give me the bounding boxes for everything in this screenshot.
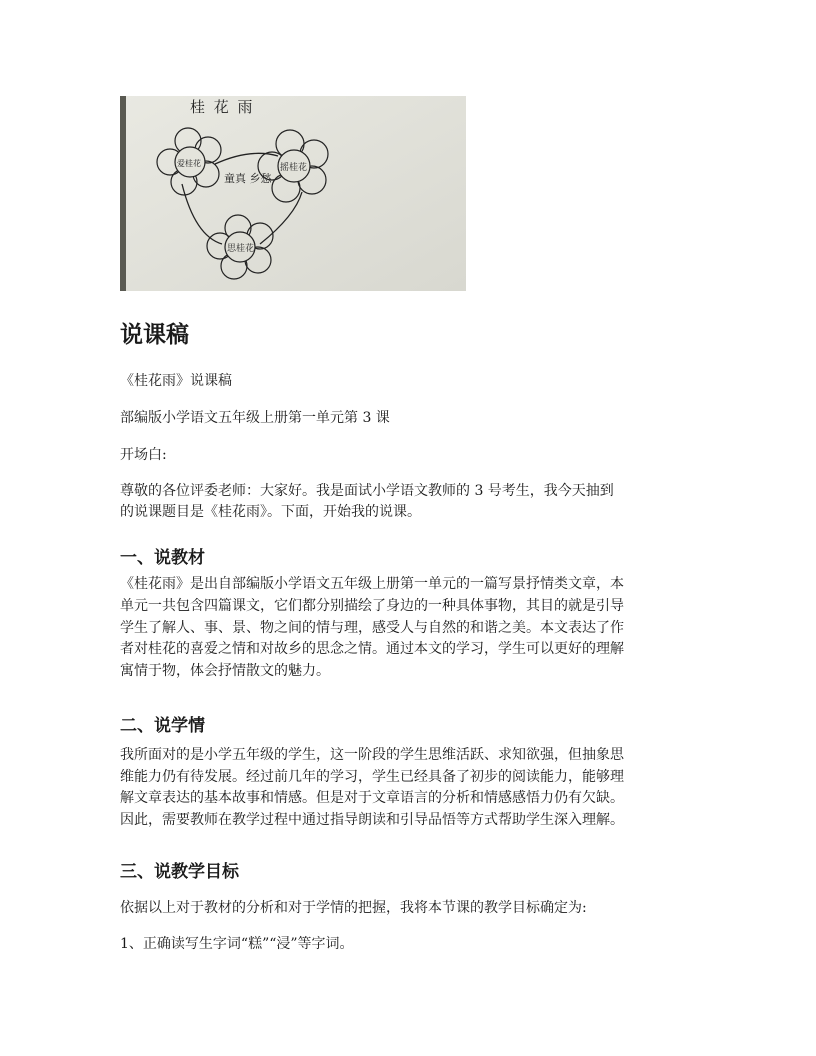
- opening-line-1: 尊敬的各位评委老师：大家好。我是面试小学语文教师的 3 号考生，我今天抽到: [120, 483, 614, 499]
- flower-bottom-text: 思桂花: [227, 244, 255, 254]
- section-1-line-4: 者对桂花的喜爱之情和对故乡的思念之情。通过本文的学习，学生可以更好的理解: [120, 641, 624, 657]
- center-text: 童真 乡愁: [224, 172, 272, 185]
- flower-diagram-sketch: [120, 96, 466, 291]
- whiteboard-photo: [120, 96, 466, 291]
- section-1-line-3: 学生了解人、事、景、物之间的情与理，感受人与自然的和谐之美。本文表达了作: [120, 620, 624, 636]
- section-2-heading: 二、说学情: [120, 716, 205, 736]
- section-2-line-4: 因此，需要教师在教学过程中通过指导朗读和引导品悟等方式帮助学生深入理解。: [120, 812, 624, 828]
- section-1-heading: 一、说教材: [120, 548, 205, 568]
- section-3-heading: 三、说教学目标: [120, 862, 239, 882]
- flower-top-left-text: 爱桂花: [177, 159, 201, 168]
- section-1-line-1: 《桂花雨》是出自部编版小学语文五年级上册第一单元的一篇写景抒情类文章，本: [120, 576, 624, 592]
- flower-top-right-text: 摇桂花: [280, 163, 308, 173]
- subtitle: 《桂花雨》说课稿: [120, 373, 232, 389]
- section-2-line-2: 维能力仍有待发展。经过前几年的学习，学生已经具备了初步的阅读能力，能够理: [120, 769, 624, 785]
- section-1-line-5: 寓情于物，体会抒情散文的魅力。: [120, 663, 330, 679]
- opening-label: 开场白:: [120, 447, 167, 463]
- section-2-line-3: 解文章表达的基本故事和情感。但是对于文章语言的分析和情感感悟力仍有欠缺。: [120, 790, 624, 806]
- section-1-line-2: 单元一共包含四篇课文，它们都分别描绘了身边的一种具体事物，其目的就是引导: [120, 598, 624, 614]
- opening-line-2: 的说课题目是《桂花雨》。下面，开始我的说课。: [120, 504, 421, 520]
- course-info: 部编版小学语文五年级上册第一单元第 3 课: [120, 410, 390, 426]
- document-title: 说课稿: [120, 322, 189, 348]
- handwritten-title: 桂 花 雨: [190, 98, 255, 116]
- section-3-item-1: 1、正确读写生字词“糕”“浸”等字词。: [120, 936, 354, 952]
- section-3-intro: 依据以上对于教材的分析和对于学情的把握，我将本节课的教学目标确定为:: [120, 900, 587, 916]
- section-2-line-1: 我所面对的是小学五年级的学生，这一阶段的学生思维活跃、求知欲强，但抽象思: [120, 747, 624, 763]
